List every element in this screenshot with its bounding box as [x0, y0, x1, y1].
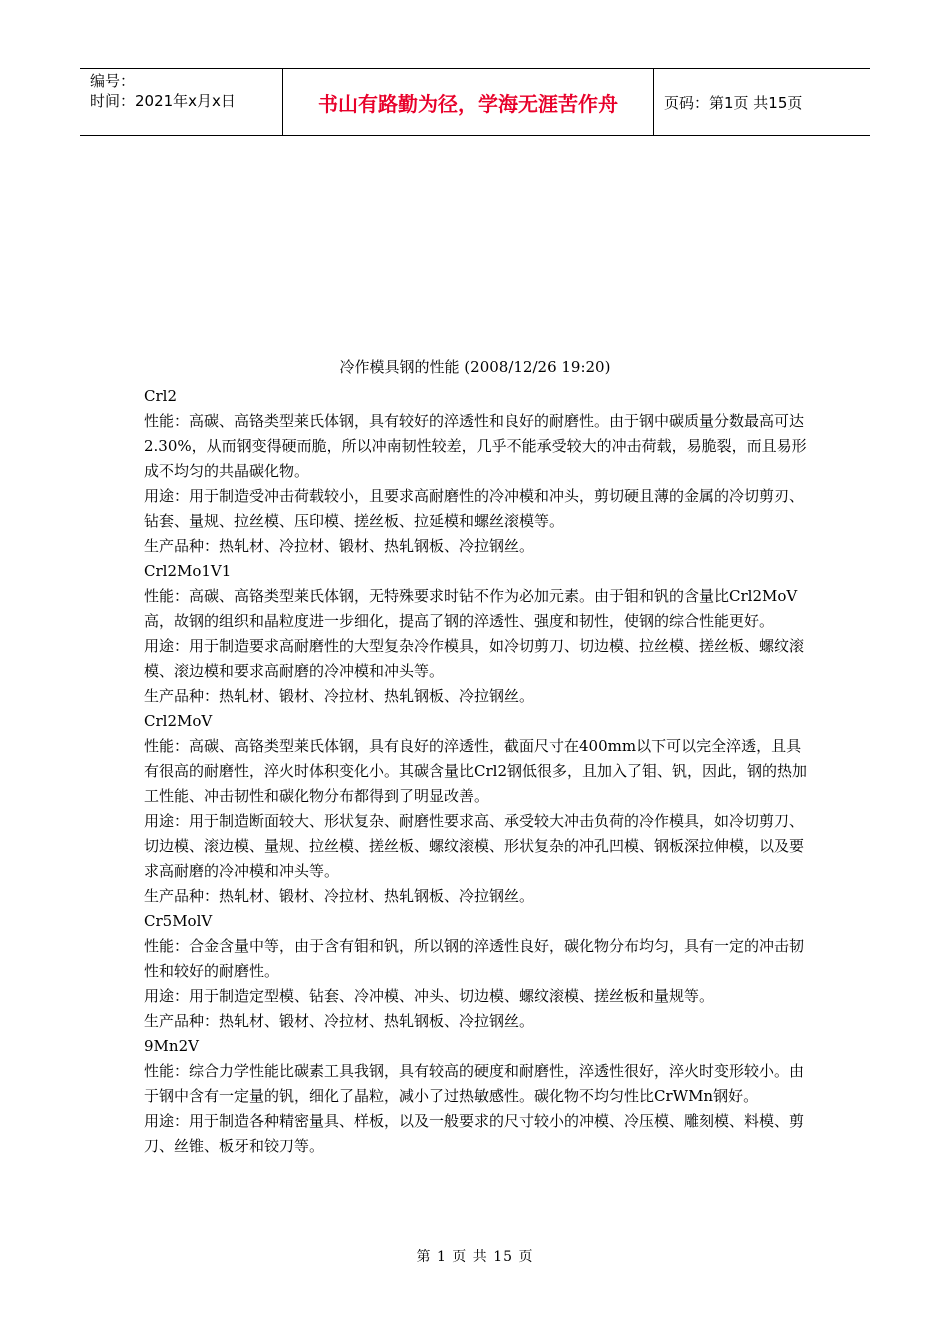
- paragraph: 生产品种：热轧材、锻材、冷拉材、热轧钢板、冷拉钢丝。: [144, 1012, 535, 1030]
- paragraph: Crl2: [144, 387, 177, 405]
- page-header: [80, 68, 870, 136]
- header-meta: [80, 69, 282, 135]
- document-body: [144, 384, 810, 1159]
- paragraph: 生产品种：热轧材、锻材、冷拉材、热轧钢板、冷拉钢丝。: [144, 887, 535, 905]
- paragraph: 性能：高碳、高铬类型莱氏体钢，具有较好的淬透性和良好的耐磨性。由于钢中碳质量分数最高可达 2.30%，从而钢变得硬而脆，所以冲南韧性较差，几乎不能承受较大的冲击荷载，易脆裂，而且易形成不均匀的共晶碳化物。: [144, 412, 807, 480]
- paragraph: 用途：用于制造受冲击荷载较小，且要求高耐磨性的冷冲模和冲头，剪切硬且薄的金属的冷切剪刃、钻套、量规、拉丝模、压印模、搓丝板、拉延模和螺丝滚模等。: [144, 487, 805, 530]
- paragraph: 性能：高碳、高铬类型莱氏体钢，无特殊要求时钻不作为必加元素。由于钼和钒的含量比Crl2MoV高，故钢的组织和晶粒度进一步细化，提高了钢的淬透性、强度和韧性，使钢的综合性能更好。: [144, 587, 798, 630]
- paragraph: 性能：高碳、高铬类型莱氏体钢，具有良好的淬透性，截面尺寸在400mm以下可以完全淬透，且具有很高的耐磨性，淬火时体积变化小。其碳含量比Crl2钢低很多，且加入了钼、钒，因此，钢的热加工性能、冲击韧性和碳化物分布都得到了明显改善。: [144, 737, 807, 805]
- paragraph: 性能：综合力学性能比碳素工具我钢，具有较高的硬度和耐磨性，淬透性很好，淬火时变形较小。由于钢中含有一定量的钒，细化了晶粒，减小了过热敏感性。碳化物不均匀性比CrWMn钢好。: [144, 1062, 805, 1105]
- paragraph: 用途：用于制造要求高耐磨性的大型复杂冷作模具，如冷切剪刀、切边模、拉丝模、搓丝板、螺纹滚模、滚边模和要求高耐磨的冷冲模和冲头等。: [144, 637, 805, 680]
- paragraph: 用途：用于制造各种精密量具、样板，以及一般要求的尺寸较小的冲模、冷压模、雕刻模、料模、剪刀、丝锥、板牙和铰刀等。: [144, 1112, 805, 1155]
- paragraph: 性能：合金含量中等，由于含有钼和钒，所以钢的淬透性良好，碳化物分布均匀，具有一定的冲击韧性和较好的耐磨性。: [144, 937, 805, 980]
- header-page-info: 页码：第1页 共15页: [664, 93, 803, 112]
- page-footer: 第 1 页 共 15 页: [416, 1249, 534, 1265]
- paragraph: 用途：用于制造断面较大、形状复杂、耐磨性要求高、承受较大冲击负荷的冷作模具，如冷切剪刀、切边模、滚边模、量规、拉丝模、搓丝板、螺纹滚模、形状复杂的冲孔凹模、钢板深拉伸模，以及要求高耐磨的冷冲模和冲头等。: [144, 812, 805, 880]
- paragraph: Crl2Mo1V1: [144, 562, 232, 580]
- header-motto: 书山有路勤为径，学海无涯苦作舟: [282, 69, 654, 135]
- paragraph: Cr5MolV: [144, 912, 213, 930]
- document-title: 冷作模具钢的性能 (2008/12/26 19:20): [339, 358, 611, 376]
- paragraph: Crl2MoV: [144, 712, 213, 730]
- paragraph: 用途：用于制造定型模、钻套、冷冲模、冲头、切边模、螺纹滚模、搓丝板和量规等。: [144, 987, 715, 1005]
- paragraph: 9Mn2V: [144, 1037, 199, 1055]
- time-label: 时间：2021年x月x日: [90, 92, 236, 110]
- paragraph: 生产品种：热轧材、冷拉材、锻材、热轧钢板、冷拉钢丝。: [144, 537, 535, 555]
- paragraph: 生产品种：热轧材、锻材、冷拉材、热轧钢板、冷拉钢丝。: [144, 687, 535, 705]
- number-label: 编号：: [90, 72, 136, 90]
